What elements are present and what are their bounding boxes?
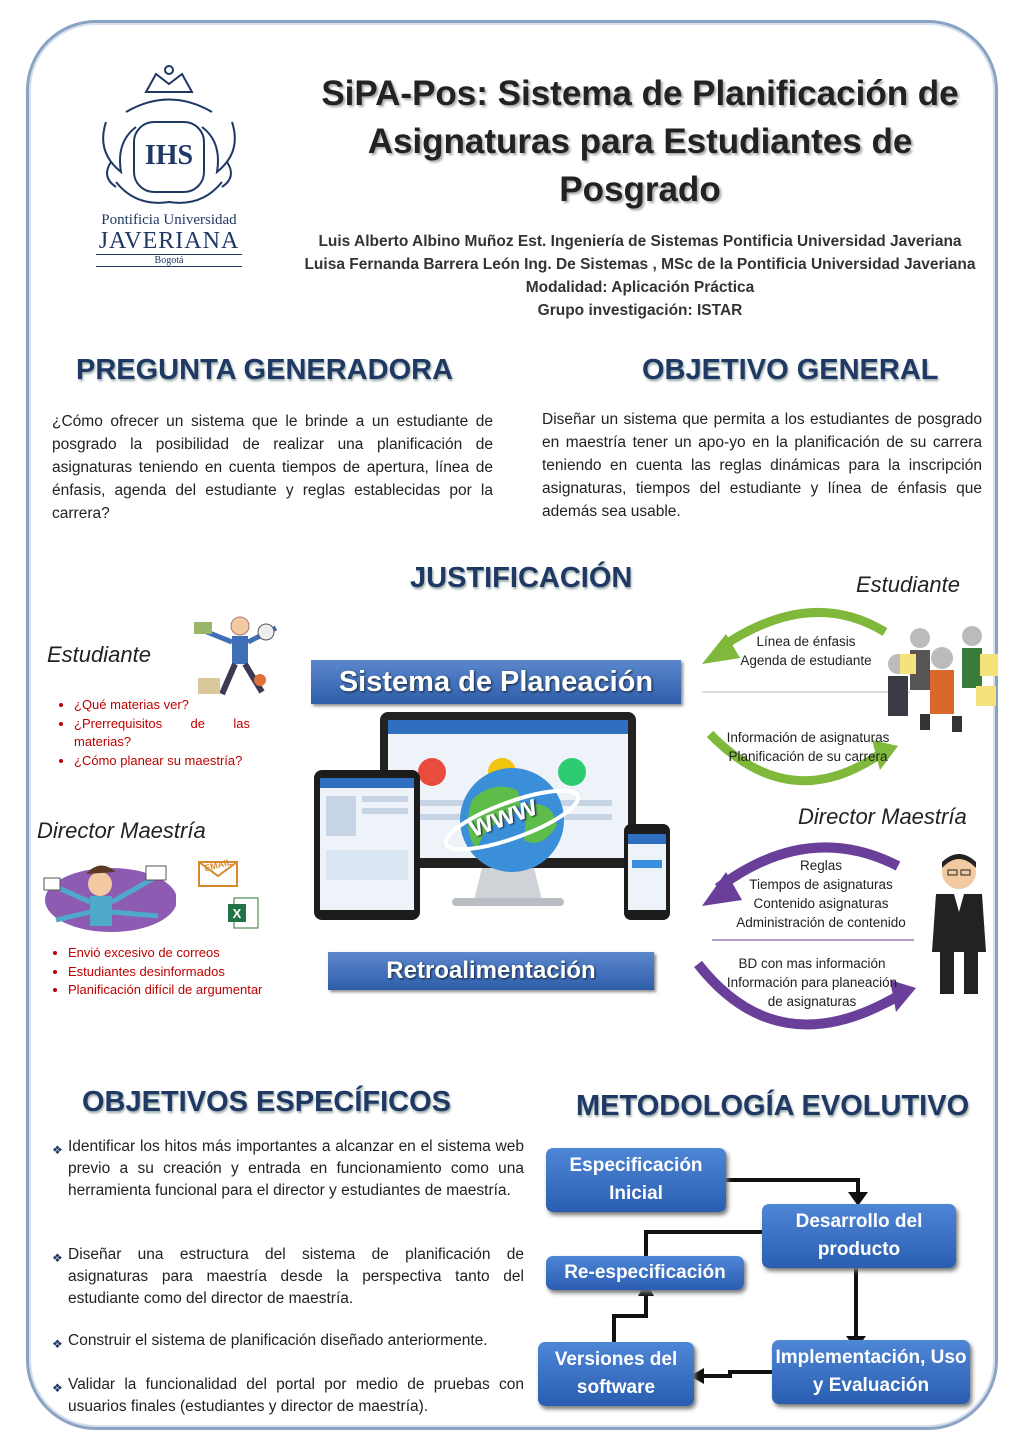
crest-icon	[86, 62, 252, 212]
right-director-label: Director Maestría	[798, 804, 967, 829]
poster-title	[300, 70, 980, 214]
svg-text:X: X	[232, 906, 242, 921]
diamond-bullet-icon: ❖	[52, 1381, 63, 1395]
author-line: Luis Alberto Albino Muñoz Est. Ingeniería de Sistemas Pontificia Universidad Javeriana	[318, 233, 962, 250]
pregunta-heading: PREGUNTA GENERADORA	[76, 354, 454, 386]
author-line: Luisa Fernanda Barrera León Ing. De Sistemas , MSc de la Pontificia Universidad Javeriana	[304, 256, 976, 273]
student-questions-list	[52, 696, 250, 770]
logo-line2: JAVERIANA	[98, 228, 240, 254]
students-group-icon	[880, 624, 1006, 736]
list-item: • ¿Prerrequisitos de las materias?	[74, 715, 250, 752]
justificacion-heading: JUSTIFICACIÓN	[410, 562, 633, 594]
title-line-1: SiPA-Pos: Sistema de Planificación de	[321, 74, 959, 113]
diamond-bullet-icon: ❖	[52, 1251, 63, 1265]
retroalimentacion-banner: Retroalimentación	[328, 952, 654, 990]
info-line: Planificación de su carrera	[728, 749, 888, 764]
step-implementacion: Implementación, Uso y Evaluación	[772, 1340, 970, 1404]
student-bottom-info	[708, 728, 908, 766]
info-line: Reglas	[799, 858, 843, 873]
director-top-info	[718, 856, 924, 932]
title-line-3: Posgrado	[559, 170, 721, 209]
objetivo-heading: OBJETIVO GENERAL	[642, 354, 939, 386]
director-bottom-info	[712, 954, 912, 1011]
logo-monogram: IHS	[144, 140, 194, 171]
email-label: EMAIL	[203, 856, 233, 874]
objective-text: Identificar los hitos más importantes a alcanzar en el sistema web previo a su creación y entrada en funcionamiento como una herramienta funcional para el director y estudiantes de maestría.	[68, 1138, 524, 1199]
modality-line: Modalidad: Aplicación Práctica	[525, 279, 755, 296]
logo-line3: Bogotá	[96, 254, 242, 267]
metodologia-heading: METODOLOGÍA EVOLUTIVO	[576, 1090, 970, 1122]
list-item: • ¿Cómo planear su maestría?	[74, 752, 250, 771]
excel-icon	[226, 896, 260, 930]
student-top-info	[706, 632, 906, 670]
list-item: • Estudiantes desinformados	[68, 963, 318, 982]
diamond-bullet-icon: ❖	[52, 1337, 63, 1351]
step-versiones: Versiones del software	[538, 1342, 694, 1406]
director-person-icon	[926, 850, 992, 1000]
pregunta-text: ¿Cómo ofrecer un sistema que le brinde a un estudiante de posgrado la posibilidad de realizar una planificación de asignaturas teniendo en cuenta tiempos de apertura, línea de énfasis, agenda del estudiante y reglas establecidas por la carrera?	[52, 413, 493, 522]
left-director-label: Director Maestría	[37, 818, 206, 843]
group-line: Grupo investigación: ISTAR	[537, 302, 743, 319]
list-item: • Planificación difícil de argumentar	[68, 981, 318, 1000]
director-issues-list	[46, 944, 318, 1000]
authors-block	[270, 230, 1010, 322]
list-item: • Envió excesivo de correos	[68, 944, 318, 963]
info-line: BD con mas información	[738, 956, 886, 971]
info-line: Contenido asignaturas	[753, 896, 889, 911]
objective-item	[52, 1244, 524, 1310]
especificos-heading: OBJETIVOS ESPECÍFICOS	[82, 1086, 452, 1118]
www-label: www	[464, 789, 542, 845]
left-student-label: Estudiante	[47, 642, 151, 667]
info-line: Información para planeación	[726, 975, 898, 990]
list-item: • ¿Qué materias ver?	[74, 696, 250, 715]
info-line: Información de asignaturas	[726, 730, 890, 745]
busy-student-icon	[190, 612, 290, 702]
email-icon	[198, 858, 242, 888]
logo-line1: Pontificia Universidad	[101, 212, 237, 228]
objective-text: Diseñar una estructura del sistema de planificación de asignaturas para maestría desde la perspectiva tanto del estudiante como del director de maestría.	[68, 1246, 524, 1307]
step-desarrollo: Desarrollo del producto	[762, 1204, 956, 1268]
info-line: de asignaturas	[767, 994, 857, 1009]
objective-item	[52, 1330, 524, 1352]
objective-text: Validar la funcionalidad del portal por medio de pruebas con usuarios finales (estudiantes y director de maestría).	[68, 1376, 524, 1415]
right-student-label: Estudiante	[856, 572, 960, 597]
sistema-planeacion-banner: Sistema de Planeación	[311, 660, 681, 704]
objective-item	[52, 1136, 524, 1202]
info-line: Administración de contenido	[736, 915, 906, 930]
info-line: Línea de énfasis	[756, 634, 856, 649]
info-line: Tiempos de asignaturas	[749, 877, 893, 892]
step-reespecificacion: Re-especificación	[546, 1256, 744, 1290]
multitasking-director-icon	[36, 856, 176, 934]
objetivo-text: Diseñar un sistema que permita a los estudiantes de posgrado en maestría tener un apo-yo en la planificación de su carrera teniendo en cuenta las reglas dinámicas para la inscripción asignaturas, tiempos del estudiante y línea de énfasis que además sea usable.	[542, 411, 982, 520]
objective-text: Construir el sistema de planificación diseñado anteriormente.	[68, 1332, 488, 1349]
objective-item	[52, 1374, 524, 1418]
diamond-bullet-icon: ❖	[52, 1143, 63, 1157]
title-line-2: Asignaturas para Estudiantes de	[367, 122, 913, 161]
step-especificacion: Especificación Inicial	[546, 1148, 726, 1212]
university-logo	[86, 62, 252, 272]
info-line: Agenda de estudiante	[740, 653, 872, 668]
